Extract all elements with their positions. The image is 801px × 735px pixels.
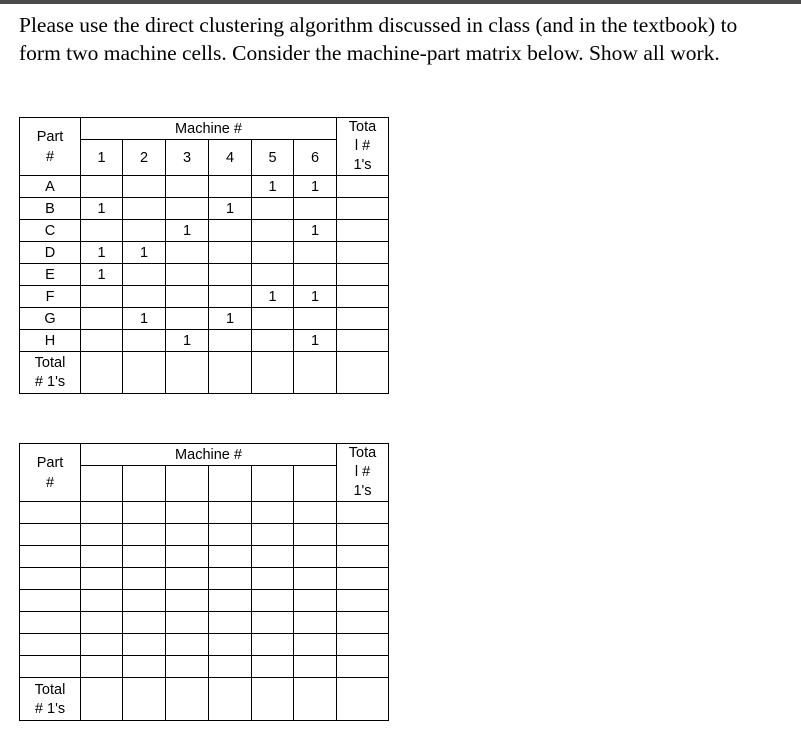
matrix-cell[interactable] [123,590,166,612]
matrix-cell[interactable] [123,286,166,308]
total-header-line-1: Tota [348,445,377,461]
matrix-cell[interactable] [252,220,294,242]
matrix-cell[interactable] [123,612,166,634]
matrix-cell[interactable] [252,264,294,286]
matrix-cell[interactable] [294,524,337,546]
part-header-line-2: # [45,474,55,491]
matrix-cell[interactable] [252,198,294,220]
matrix-cell[interactable] [252,308,294,330]
matrix-cell[interactable] [123,524,166,546]
row-total-cell[interactable] [337,502,389,524]
matrix-cell[interactable]: 1 [123,308,166,330]
matrix-cell[interactable] [294,590,337,612]
matrix-cell[interactable]: 1 [294,330,337,352]
part-header [20,444,81,502]
matrix-cell[interactable]: 1 [252,286,294,308]
matrix-cell[interactable] [166,286,209,308]
matrix-cell[interactable]: 1 [294,176,337,198]
machine-number-cell[interactable] [209,466,252,502]
matrix-cell[interactable]: 1 [209,198,252,220]
matrix-cell[interactable] [123,330,166,352]
matrix-cell[interactable] [209,330,252,352]
matrix-cell[interactable] [81,656,123,678]
row-total-cell[interactable] [337,264,389,286]
matrix-cell[interactable] [123,568,166,590]
matrix-cell[interactable] [81,330,123,352]
part-row [20,220,389,242]
part-label: H [20,330,81,352]
part-row [20,264,389,286]
matrix-cell[interactable] [123,502,166,524]
row-total-cell[interactable] [337,176,389,198]
matrix-cell[interactable] [209,612,252,634]
row-total-cell[interactable] [337,286,389,308]
row-total-cell[interactable] [337,568,389,590]
total-header-line-1: Tota [348,119,377,135]
total-cell[interactable] [81,678,123,721]
instructions [19,11,801,67]
part-header-line-1: Part [36,128,64,145]
row-total-cell[interactable] [337,330,389,352]
part-header [20,118,81,176]
machine-number-cell[interactable] [252,466,294,502]
matrix-cell[interactable]: 1 [166,220,209,242]
matrix-cell[interactable] [252,524,294,546]
matrix-cell[interactable] [166,264,209,286]
row-total-cell[interactable] [337,656,389,678]
row-total-cell[interactable] [337,546,389,568]
matrix-cell[interactable] [81,546,123,568]
matrix-cell[interactable] [209,176,252,198]
matrix-cell[interactable] [81,524,123,546]
total-row-label-line-2: # 1's [34,701,66,717]
matrix-cell[interactable]: 1 [209,308,252,330]
matrix-cell[interactable] [123,176,166,198]
blank-row [20,590,389,612]
part-label-cell[interactable] [20,612,81,634]
matrix-cell[interactable]: 1 [252,176,294,198]
total-header-line-2: l # [354,464,371,480]
matrix-cell[interactable] [81,502,123,524]
total-cell[interactable] [123,352,166,394]
row-total-cell[interactable] [337,198,389,220]
matrix-cell[interactable] [209,546,252,568]
matrix-cell[interactable] [81,634,123,656]
part-row [20,330,389,352]
total-cell[interactable] [166,352,209,394]
machine-number-cell[interactable] [294,466,337,502]
part-header-line-2: # [45,148,55,165]
matrix-cell[interactable] [209,220,252,242]
matrix-cell[interactable] [123,546,166,568]
total-cell[interactable] [209,678,252,721]
matrix-cell[interactable] [209,590,252,612]
machine-number: 3 [166,140,209,176]
matrix-cell[interactable] [123,656,166,678]
matrix-cell[interactable] [123,198,166,220]
part-label-cell[interactable] [20,524,81,546]
row-total-cell[interactable] [337,308,389,330]
matrix-cell[interactable] [123,634,166,656]
total-cell[interactable] [337,678,389,721]
part-label-cell[interactable] [20,502,81,524]
matrix-cell[interactable] [252,502,294,524]
matrix-cell[interactable] [294,264,337,286]
part-label-cell[interactable] [20,546,81,568]
matrix-cell[interactable] [294,242,337,264]
matrix-cell[interactable] [252,330,294,352]
part-label: C [20,220,81,242]
matrix-cell[interactable] [166,242,209,264]
matrix-cell[interactable] [294,568,337,590]
part-label: G [20,308,81,330]
total-cell[interactable] [252,352,294,394]
blank-row [20,524,389,546]
matrix-cell[interactable] [209,524,252,546]
part-row [20,286,389,308]
machine-number: 5 [252,140,294,176]
matrix-cell[interactable] [166,568,209,590]
total-cell[interactable] [337,352,389,394]
matrix-cell[interactable] [252,590,294,612]
part-row [20,198,389,220]
total-header [337,444,389,502]
top-rule [0,0,801,4]
machine-number-cell[interactable] [81,466,123,502]
matrix-cell[interactable] [252,634,294,656]
machine-header: Machine # [81,444,337,466]
machine-number: 1 [81,140,123,176]
matrix-cell[interactable] [209,264,252,286]
part-header-line-1: Part [36,454,64,471]
total-cell[interactable] [123,678,166,721]
row-total-cell[interactable] [337,634,389,656]
part-label-cell[interactable] [20,590,81,612]
matrix-cell[interactable] [209,242,252,264]
part-label: D [20,242,81,264]
part-label-cell[interactable] [20,656,81,678]
total-header-line-3: 1's [353,483,372,499]
matrix-cell[interactable] [123,220,166,242]
total-row [20,352,389,394]
total-cell[interactable] [81,352,123,394]
matrix-cell[interactable] [81,286,123,308]
matrix-cell[interactable] [209,502,252,524]
blank-row [20,502,389,524]
matrix-cell[interactable] [123,264,166,286]
part-label: E [20,264,81,286]
machine-header: Machine # [81,118,337,140]
matrix-cell[interactable] [209,634,252,656]
matrix-cell[interactable] [252,546,294,568]
matrix-cell[interactable] [81,308,123,330]
total-row-label-line-2: # 1's [34,373,66,390]
machine-number: 2 [123,140,166,176]
matrix-cell[interactable] [252,656,294,678]
machine-number: 4 [209,140,252,176]
part-label-cell[interactable] [20,568,81,590]
part-label: A [20,176,81,198]
blank-row [20,546,389,568]
total-row-label-line-1: Total [34,682,66,698]
total-header-line-2: l # [354,138,371,154]
matrix-cell[interactable] [81,612,123,634]
row-total-cell[interactable] [337,242,389,264]
matrix-cell[interactable] [252,612,294,634]
matrix-cell[interactable] [166,656,209,678]
part-row [20,242,389,264]
machine-number: 6 [294,140,337,176]
matrix-cell[interactable] [166,634,209,656]
instructions-line-2: form two machine cells. Consider the machine-part matrix below. Show all work. [19,41,720,65]
matrix-cell[interactable] [81,220,123,242]
instructions-line-1: Please use the direct clustering algorithm discussed in class (and in the textbook) to [19,13,738,37]
matrix-cell[interactable]: 1 [294,286,337,308]
matrix-cell[interactable] [166,612,209,634]
matrix-cell[interactable] [294,546,337,568]
matrix-cell[interactable]: 1 [166,330,209,352]
matrix-cell[interactable] [166,308,209,330]
blank-row [20,568,389,590]
total-row [20,678,389,721]
matrix-cell[interactable] [81,590,123,612]
part-label-cell[interactable] [20,634,81,656]
total-cell[interactable] [252,678,294,721]
matrix-cell[interactable] [294,612,337,634]
total-cell[interactable] [294,352,337,394]
matrix-cell[interactable] [166,546,209,568]
part-row [20,308,389,330]
part-label: F [20,286,81,308]
total-header-line-3: 1's [353,157,372,173]
matrix-cell[interactable] [209,656,252,678]
total-row-label-line-1: Total [34,354,66,371]
matrix-cell[interactable]: 1 [294,220,337,242]
part-row [20,176,389,198]
row-total-cell[interactable] [337,590,389,612]
total-header [337,118,389,176]
matrix-cell[interactable] [294,502,337,524]
machine-number-cell[interactable] [166,466,209,502]
row-total-cell[interactable] [337,220,389,242]
machine-part-matrix [19,117,389,394]
matrix-cell[interactable] [166,524,209,546]
matrix-cell[interactable]: 1 [81,198,123,220]
matrix-cell[interactable] [209,568,252,590]
row-total-cell[interactable] [337,612,389,634]
total-cell[interactable] [166,678,209,721]
machine-number-cell[interactable] [123,466,166,502]
matrix-cell[interactable] [294,308,337,330]
total-cell[interactable] [209,352,252,394]
matrix-cell[interactable] [166,176,209,198]
matrix-cell[interactable] [81,568,123,590]
matrix-cell[interactable] [166,502,209,524]
row-total-cell[interactable] [337,524,389,546]
matrix-cell[interactable]: 1 [81,242,123,264]
total-row-label [20,352,81,394]
total-row-label [20,678,81,721]
matrix-cell[interactable] [294,198,337,220]
blank-row [20,634,389,656]
matrix-cell[interactable] [252,242,294,264]
matrix-cell[interactable] [294,656,337,678]
part-label: B [20,198,81,220]
matrix-cell[interactable] [166,590,209,612]
total-cell[interactable] [294,678,337,721]
matrix-cell[interactable] [209,286,252,308]
matrix-cell[interactable]: 1 [123,242,166,264]
blank-row [20,612,389,634]
answer-matrix [19,443,389,721]
matrix-cell[interactable]: 1 [81,264,123,286]
matrix-cell[interactable] [166,198,209,220]
blank-row [20,656,389,678]
matrix-cell[interactable] [252,568,294,590]
matrix-cell[interactable] [294,634,337,656]
matrix-cell[interactable] [81,176,123,198]
